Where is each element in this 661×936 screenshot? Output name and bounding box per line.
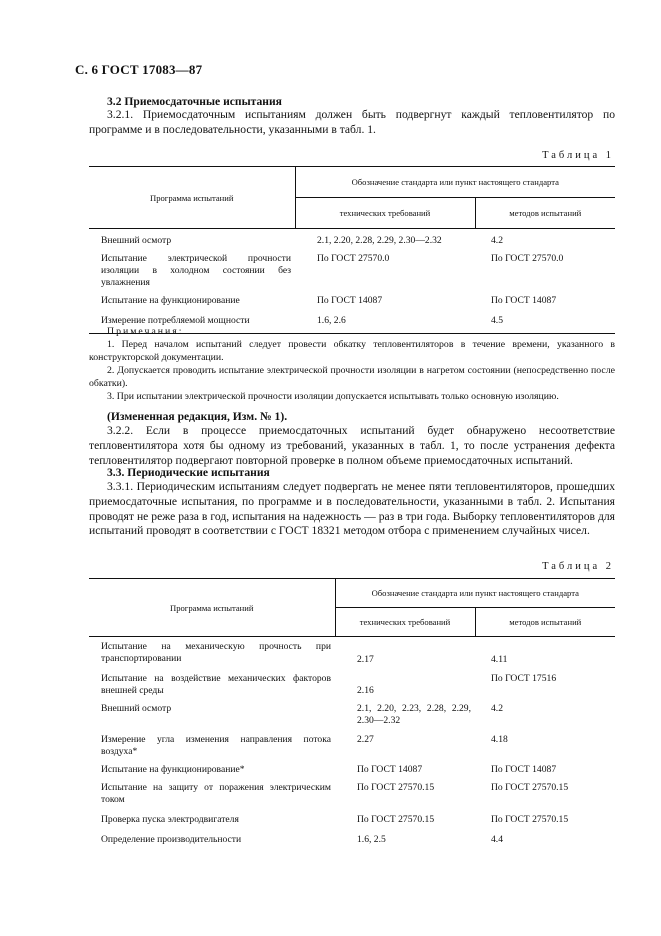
note-2: 2. Допускается проводить испытание электрической прочности изоляции в нагретом состоянии (непосредственно после обкатки). (89, 365, 615, 389)
table-row: Проверка пуска электродвигателя По ГОСТ 27570.15 По ГОСТ 27570.15 (101, 814, 569, 825)
note-3: 3. При испытании электрической прочности изоляции допускается испытывать только основную изоляцию. (107, 391, 559, 402)
paragraph-3-2-2: 3.2.2. Если в процессе приемосдаточных испытаний будет обнаружено несоответствие тепловентилятора хотя бы одному из требований, указанных в табл. 1, то после устранения дефекта тепловентилятор подвергают повторной проверке в полном объеме приемосдаточных испытаний. (89, 424, 615, 467)
table-row: Внешний осмотр 2.1, 2.20, 2.28, 2.29, 2.30—2.32 4.2 (101, 235, 503, 246)
table-2 (89, 578, 615, 848)
table-1-notes (89, 325, 615, 403)
paragraph-3-2-1: 3.2.1. Приемосдаточным испытаниям должен быть подвергнут каждый тепловентилятор по программе и в последовательности, указанными в табл. 1. (89, 108, 615, 136)
table-row: Внешний осмотр 2.1, 2.20, 2.23, 2.28, 2.29, 2.30—2.32 4.2 (101, 703, 503, 726)
table-2-caption: Таблица 2 (542, 561, 614, 572)
table-1-header-methods: методов испытаний (475, 198, 615, 229)
page-header: С. 6 ГОСТ 17083—87 (75, 62, 203, 77)
amendment-note: (Измененная редакция, Изм. № 1). (107, 410, 288, 423)
table-row: Измерение угла изменения направления потока воздуха* 2.27 4.18 (101, 734, 508, 757)
table-2-header-program: Программа испытаний (89, 579, 335, 637)
table-row: Испытание на функционирование По ГОСТ 14087 По ГОСТ 14087 (101, 295, 557, 306)
notes-heading: Примечания: (107, 326, 184, 337)
table-1-header-tech: технических требований (295, 198, 475, 229)
table-2-header-methods: методов испытаний (475, 608, 615, 637)
section-3-2-title: 3.2 Приемосдаточные испытания (107, 95, 282, 108)
paragraph-3-3-1: 3.3.1. Периодическим испытаниям следует подвергать не менее пяти тепловентиляторов, прошедших приемосдаточные испытания, по программе и в последовательности, указанными в табл. 2. Испытания проводят не реже раза в год, испытания на надежность — раз в три года. Выборку тепловентиляторов для испытаний проводят в соответствии с ГОСТ 18321 методом отбора с применением случайных чисел. (89, 480, 615, 538)
table-row: Испытание на функционирование* По ГОСТ 14087 По ГОСТ 14087 (101, 764, 557, 775)
table-1-header-program: Программа испытаний (89, 167, 295, 229)
table-1-caption: Таблица 1 (542, 150, 614, 161)
table-row: Испытание на воздействие механических факторов внешней среды 2.16 По ГОСТ 17516 (101, 673, 557, 696)
section-3-3-title: 3.3. Периодические испытания (107, 466, 270, 479)
table-row: Испытание электрической прочности изоляции в холодном состоянии без увлажнения По ГОСТ 27570.0 По ГОСТ 27570.0 (101, 253, 564, 288)
table-1 (89, 166, 615, 334)
note-1: 1. Перед началом испытаний следует провести обкатку тепловентиляторов в течение времени, указанного в конструкторской документации. (89, 339, 615, 363)
table-row: Испытание на механическую прочность при транспортировании 2.17 4.11 (101, 641, 508, 665)
table-2-header-designation: Обозначение стандарта или пункт настоящего стандарта (335, 579, 615, 608)
table-1-header-designation: Обозначение стандарта или пункт настоящего стандарта (295, 167, 615, 198)
table-2-header-tech: технических требований (335, 608, 475, 637)
table-row: Измерение потребляемой мощности 1.6, 2.6 4.5 (89, 309, 615, 334)
table-row: Испытание на защиту от поражения электрическим током По ГОСТ 27570.15 По ГОСТ 27570.15 (101, 782, 569, 805)
table-row: Определение производительности 1.6, 2.5 4.4 (101, 834, 503, 845)
